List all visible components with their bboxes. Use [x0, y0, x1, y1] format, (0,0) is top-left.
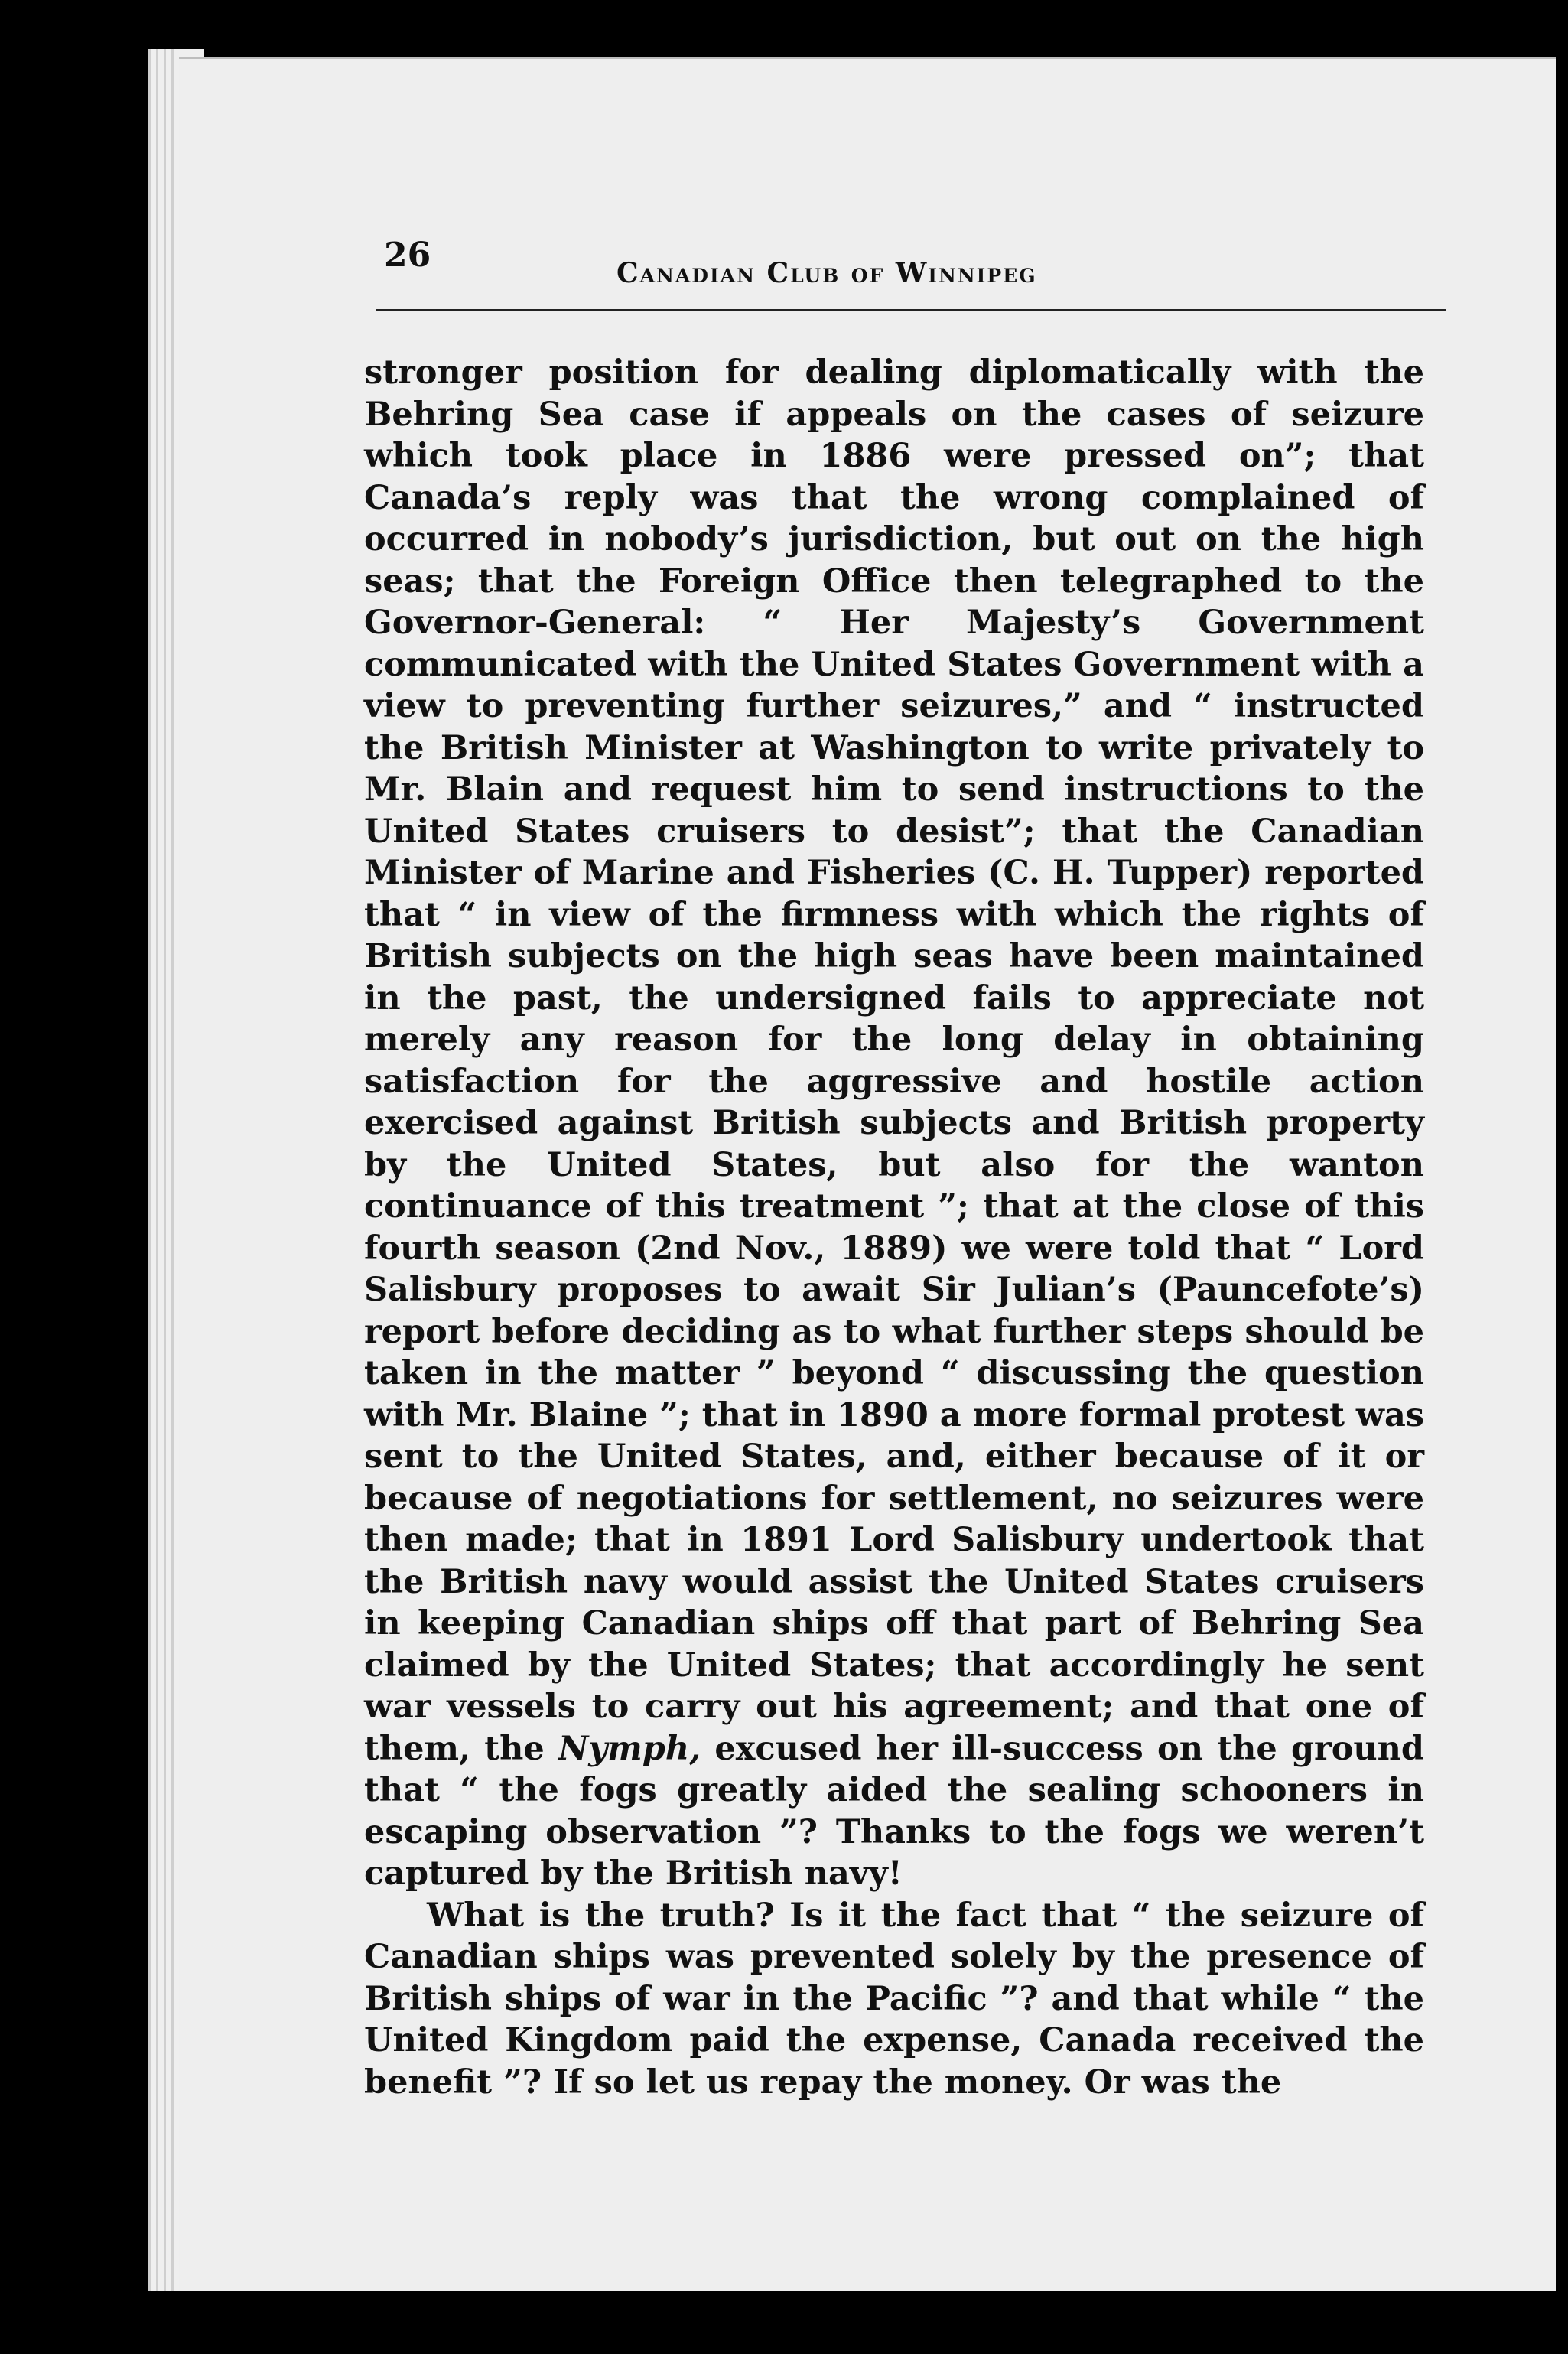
paragraph: [364, 352, 1424, 1895]
running-head: [350, 187, 1568, 309]
paragraph: What is the truth? Is it the fact that “ the seizure of Canadian ships was prevented solely by the presence of British ships of war in the Pacific ”? and that while “ the United Kingdom paid the expense, Canada received the benefit ”? If so let us repay the money. Or was the: [364, 1896, 1424, 2102]
page-number: 26: [384, 236, 431, 275]
body-text: [364, 352, 1425, 2102]
running-title: Canadian Club of Winnipeg: [616, 257, 1037, 289]
header-rule: [376, 309, 1446, 311]
ship-name: Nymph,: [558, 1729, 701, 1768]
paragraph-text: stronger position for dealing diplomatically with the Behring Sea case if appeals on the cases of seizure which took place in 1886 were pressed on”; that Canada’s reply was that the wrong complained of occurred in nobody’s jurisdiction, but out on the high seas; that the Foreign Office then telegraphed to the Governor-General: “ Her Majesty’s Government communicated with the United States Government with a view to preventing further seizures,” and “ instructed the British Minister at Washington to write privately to Mr. Blain and request him to send instructions to the United States cruisers to desist”; that the Canadian Minister of Marine and Fisheries (C. H. Tupper) reported that “ in view of the firmness with which the rights of British subjects on the high seas have been maintained in the past, the undersigned fails to appreciate not merely any reason for the long delay in obtaining satisfaction for the aggressive and hostile action exercised against British subjects and British property by the United States, but also for the wanton continuance of this treatment ”; that at the close of this fourth season (2nd Nov., 1889) we were told that “ Lord Salisbury proposes to await Sir Julian’s (Pauncefote’s) report before deciding as to what further steps should be taken in the matter ” beyond “ discussing the question with Mr. Blaine ”; that in 1890 a more formal protest was sent to the United States, and, either because of it or because of negotiations for settlement, no seizures were then made; that in 1891 Lord Salisbury undertook that the British navy would assist the United States cruisers in keeping Canadian ships off that part of Behring Sea claimed by the United States; that accordingly he sent war vessels to carry out his agreement; and that one of them, the: [364, 353, 1425, 1768]
paragraph-text: excused her ill-success on the ground that “ the fogs greatly aided the sealing schooners in escaping observation ”? Thanks to the fogs we weren’t captured by the British navy!: [364, 1729, 1424, 1893]
